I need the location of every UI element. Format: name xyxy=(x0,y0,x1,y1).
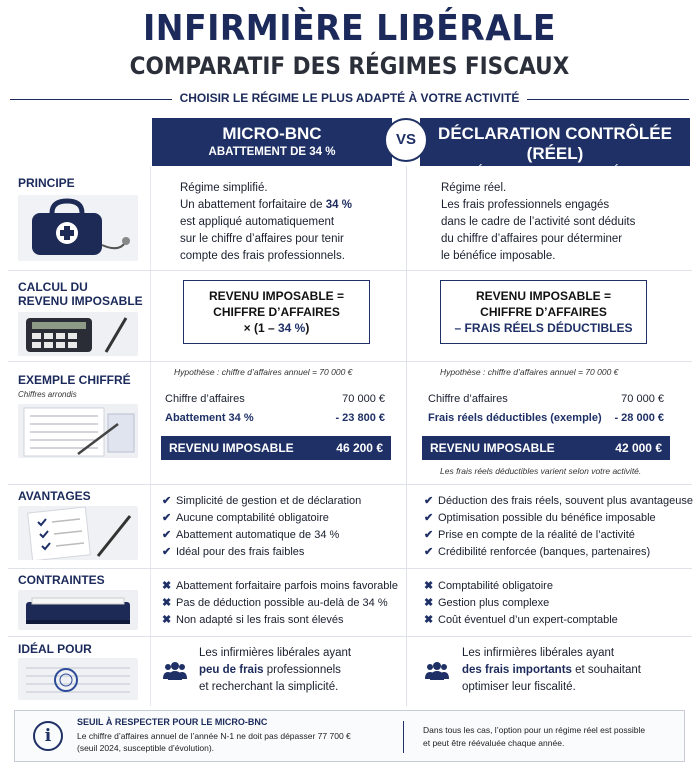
formula-line: REVENU IMPOSABLE = xyxy=(475,289,612,303)
text-line: sur le chiffre d’affaires pour tenir xyxy=(180,233,344,245)
formula-micro xyxy=(183,280,370,344)
text-line xyxy=(180,197,400,214)
total-micro xyxy=(161,436,391,460)
formula-line: CHIFFRE D’AFFAIRES xyxy=(213,305,340,319)
ca-line-reel xyxy=(428,393,664,409)
list-item xyxy=(162,612,344,629)
row-divider xyxy=(8,568,692,569)
people-group-icon xyxy=(424,661,450,681)
text-segment: professionnels xyxy=(263,664,341,676)
column-title: DÉCLARATION CONTRÔLÉE (RÉEL) xyxy=(438,124,672,163)
item-text: Coût éventuel d’un expert-comptable xyxy=(438,614,618,626)
text-line: Les infirmières libérales ayant xyxy=(462,647,615,659)
ca-label: Chiffre d’affaires xyxy=(428,393,508,405)
ideal-micro-text xyxy=(199,645,399,696)
list-item xyxy=(424,527,635,544)
item-text: Gestion plus complexe xyxy=(438,597,550,609)
column-header-micro-bnc xyxy=(152,118,392,166)
list-item xyxy=(424,595,549,612)
deduction-value: - 23 800 € xyxy=(335,412,385,424)
row-divider xyxy=(8,484,692,485)
item-text: Crédibilité renforcée (banques, partenaires) xyxy=(438,546,651,558)
item-text: Non adapté si les frais sont élevés xyxy=(176,614,344,626)
info-icon: i xyxy=(33,721,63,751)
checklist-pen-icon xyxy=(18,506,138,560)
list-item xyxy=(162,544,304,561)
footer-note xyxy=(423,724,673,750)
column-header-reel xyxy=(420,118,690,178)
row-divider xyxy=(8,636,692,637)
label-line: REVENU IMPOSABLE xyxy=(18,294,143,308)
highlight: peu de frais xyxy=(199,664,264,676)
medical-bag-icon xyxy=(18,195,138,261)
formula-line: CHIFFRE D’AFFAIRES xyxy=(480,305,607,319)
text-line xyxy=(462,662,682,679)
formula-line: REVENU IMPOSABLE = xyxy=(208,289,345,303)
column-divider xyxy=(406,166,407,706)
item-text: Pas de déduction possible au-delà de 34 % xyxy=(176,597,388,609)
list-item xyxy=(424,493,693,510)
footer-text xyxy=(77,730,397,754)
row-label-ideal: IDÉAL POUR xyxy=(18,642,92,656)
cross-icon: ✖ xyxy=(162,614,172,626)
footer-divider xyxy=(403,721,404,753)
row-sublabel: Chiffres arrondis xyxy=(18,390,77,399)
deduction-label: Abattement 34 % xyxy=(165,412,254,424)
text-line: Dans tous les cas, l’option pour un régime réel est possible xyxy=(423,725,646,735)
text-line: compte des frais professionnels. xyxy=(180,250,345,262)
item-text: Optimisation possible du bénéfice imposable xyxy=(438,512,656,524)
row-divider xyxy=(8,270,692,271)
list-item xyxy=(162,493,361,510)
list-item xyxy=(424,578,553,595)
check-icon: ✔ xyxy=(424,495,434,507)
item-text: Idéal pour des frais faibles xyxy=(176,546,305,558)
threshold-footer xyxy=(14,710,685,762)
check-icon: ✔ xyxy=(424,512,434,524)
highlight-rate: 34 % xyxy=(325,199,352,211)
label-line: CALCUL DU xyxy=(18,280,88,294)
formula-reel xyxy=(440,280,647,344)
text-line: optimiser leur fiscalité. xyxy=(462,681,576,693)
row-label-calcul xyxy=(18,280,143,308)
ideal-reel-text xyxy=(462,645,682,696)
text-line: le bénéfice imposable. xyxy=(441,250,556,262)
deduction-line-micro xyxy=(165,412,385,428)
highlight: des frais importants xyxy=(462,664,572,676)
cross-icon: ✖ xyxy=(424,580,434,592)
tagline: CHOISIR LE RÉGIME LE PLUS ADAPTÉ À VOTRE ACTIVITÉ xyxy=(0,91,699,105)
row-label-exemple: EXEMPLE CHIFFRÉ xyxy=(18,373,131,387)
binder-icon xyxy=(18,590,138,630)
item-text: Comptabilité obligatoire xyxy=(438,580,553,592)
ca-line-micro xyxy=(165,393,385,409)
header xyxy=(0,0,699,110)
cross-icon: ✖ xyxy=(424,614,434,626)
list-item xyxy=(424,544,650,561)
label-divider xyxy=(150,166,151,706)
list-item xyxy=(162,595,388,612)
item-text: Prise en compte de la réalité de l’activité xyxy=(438,529,635,541)
row-label-avantages: AVANTAGES xyxy=(18,489,91,503)
ca-label: Chiffre d’affaires xyxy=(165,393,245,405)
item-text: Abattement forfaitaire parfois moins favorable xyxy=(176,580,398,592)
hypothesis-micro: Hypothèse : chiffre d’affaires annuel = 70 000 € xyxy=(174,367,353,377)
deduction-line-reel xyxy=(428,412,664,428)
text-line: Le chiffre d’affaires annuel de l’année N-1 ne doit pas dépasser 77 700 € xyxy=(77,731,351,741)
list-item xyxy=(162,510,329,527)
column-subtitle: DÉDUCTION DES FRAIS RÉELS xyxy=(467,166,643,178)
highlight-rate: 34 % xyxy=(278,321,306,335)
text-line: du chiffre d’affaires pour déterminer xyxy=(441,233,623,245)
text-line: dans le cadre de l’activité sont déduits xyxy=(441,216,636,228)
formula-segment: × (1 – xyxy=(243,321,278,335)
total-label: REVENU IMPOSABLE xyxy=(169,441,294,455)
text-line: Les infirmières libérales ayant xyxy=(199,647,352,659)
row-label-contraintes: CONTRAINTES xyxy=(18,573,105,587)
calculator-icon xyxy=(18,312,138,356)
check-icon: ✔ xyxy=(424,546,434,558)
text-line: Régime réel. xyxy=(441,182,507,194)
item-text: Abattement automatique de 34 % xyxy=(176,529,340,541)
cross-icon: ✖ xyxy=(162,597,172,609)
principe-reel-text xyxy=(441,180,691,265)
vs-badge: VS xyxy=(384,118,428,162)
text-line: Les frais professionnels engagés xyxy=(441,199,610,211)
total-value: 46 200 € xyxy=(336,441,383,455)
principe-micro-text xyxy=(180,180,400,265)
document-chart-icon xyxy=(18,404,138,458)
text-line: et peut être réévaluée chaque année. xyxy=(423,738,565,748)
text-segment: et souhaitant xyxy=(571,664,641,676)
stamp-paper-icon xyxy=(18,658,138,700)
page-title: INFIRMIÈRE LIBÉRALE xyxy=(143,8,556,49)
column-title: MICRO-BNC xyxy=(222,124,322,143)
total-label: REVENU IMPOSABLE xyxy=(430,441,555,455)
cross-icon: ✖ xyxy=(424,597,434,609)
item-text: Aucune comptabilité obligatoire xyxy=(176,512,329,524)
deduction-value: - 28 000 € xyxy=(614,412,664,424)
column-subtitle: ABATTEMENT DE 34 % xyxy=(208,146,336,158)
check-icon: ✔ xyxy=(424,529,434,541)
text-line: est appliqué automatiquement xyxy=(180,216,335,228)
total-value: 42 000 € xyxy=(615,441,662,455)
check-icon: ✔ xyxy=(162,512,172,524)
cross-icon: ✖ xyxy=(162,580,172,592)
formula-line: – FRAIS RÉELS DÉDUCTIBLES xyxy=(454,321,633,335)
total-reel xyxy=(422,436,670,460)
text-line xyxy=(199,662,399,679)
text-line: Régime simplifié. xyxy=(180,182,268,194)
formula-segment: ) xyxy=(305,321,310,335)
text-line: et recherchant la simplicité. xyxy=(199,681,339,693)
ca-value: 70 000 € xyxy=(342,393,385,405)
footer-title: SEUIL À RESPECTER POUR LE MICRO-BNC xyxy=(77,717,268,727)
check-icon: ✔ xyxy=(162,495,172,507)
ca-value: 70 000 € xyxy=(621,393,664,405)
text-line: (seuil 2024, susceptible d’évolution). xyxy=(77,743,215,753)
page-subtitle: COMPARATIF DES RÉGIMES FISCAUX xyxy=(129,52,570,80)
hypothesis-reel: Hypothèse : chiffre d’affaires annuel = 70 000 € xyxy=(440,367,619,377)
list-item xyxy=(162,578,398,595)
check-icon: ✔ xyxy=(162,529,172,541)
people-group-icon xyxy=(162,661,188,681)
formula-line xyxy=(184,320,369,336)
list-item xyxy=(424,510,656,527)
text-segment: Un abattement forfaitaire de xyxy=(180,199,326,211)
row-divider xyxy=(8,361,692,362)
reel-note: Les frais réels déductibles varient selon votre activité. xyxy=(440,466,642,476)
deduction-label: Frais réels déductibles (exemple) xyxy=(428,412,602,424)
check-icon: ✔ xyxy=(162,546,172,558)
row-label-principe: PRINCIPE xyxy=(18,176,75,190)
list-item xyxy=(424,612,618,629)
item-text: Simplicité de gestion et de déclaration xyxy=(176,495,362,507)
list-item xyxy=(162,527,339,544)
item-text: Déduction des frais réels, souvent plus avantageuse xyxy=(438,495,693,507)
